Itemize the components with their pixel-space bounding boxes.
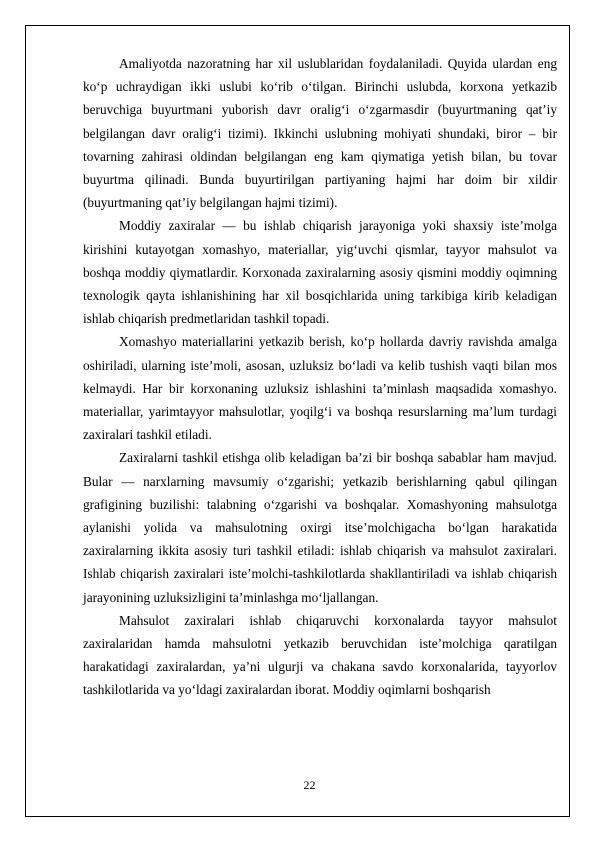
- page-number: 22: [303, 778, 316, 792]
- paragraph-reserve-causes: Zaxiralarni tashkil etishga olib keladigan ba’zi bir boshqa sabablar ham mavjud. Bular — narxlarning mavsumiy o‘zgarishi; yetkazib berishlarning qabul qilingan grafigining buzilishi: talabning o‘zgarishi va boshqalar. Xomashyoning mahsulotga aylanishi yolida va mahsulotning oxirgi itse’molchigacha bo‘lgan harakatida zaxiralarning ikkita asosiy turi tashkil etiladi: ishlab chiqarish va mahsulot zaxiralari. Ishlab chiqarish zaxiralari iste’molchi-tashkilotlarda shakllantiriladi va ishlab chiqarish jarayonining uzluksizligini ta’minlashga mo‘ljallangan.: [83, 450, 557, 605]
- paragraph-product-reserves: Mahsulot zaxiralari ishlab chiqaruvchi korxonalarda tayyor mahsulot zaxiralaridan hamda mahsulotni yetkazib beruvchidan iste’molchiga qaratilgan harakatidagi zaxiralardan, ya’ni ulgurji va chakana savdo korxonalarida, tayyorlov tashkilotlarida va yo‘ldagi zaxiralardan iborat. Moddiy oqimlarni boshqarish: [83, 612, 557, 698]
- paragraph-material-reserves-definition: Moddiy zaxiralar — bu ishlab chiqarish jarayoniga yoki shaxsiy iste’molga kirishini kutayotgan xomashyo, materiallar, yig‘uvchi qismlar, tayyor mahsulot va boshqa moddiy qiymatlardir. Korxonada zaxiralarning asosiy qismini moddiy oqimning texnologik qayta ishlanishining har xil bosqichlarida uning tarkibiga kirib keladigan ishlab chiqarish predmetlaridan tashkil topadi.: [83, 218, 557, 327]
- paragraph-raw-material-supply: Xomashyo materiallarini yetkazib berish, ko‘p hollarda davriy ravishda amalga oshiriladi, ularning iste’moli, asosan, uzluksiz bo‘ladi va kelib tushish vaqti bilan mos kelmaydi. Har bir korxonaning uzluksiz ishlashini ta’minlash maqsadida xomashyo. materiallar, yarimtayyor mahsulotlar, yoqilg‘i va boshqa resurslarning ma’lum turdagi zaxiralari tashkil etiladi.: [83, 334, 557, 443]
- body-text: [83, 52, 557, 702]
- paragraph-order-control-methods: Amaliyotda nazoratning har xil uslublaridan foydalaniladi. Quyida ulardan eng ko‘p uchraydigan ikki uslubi ko‘rib o‘tilgan. Birinchi uslubda, korxona yetkazib beruvchiga buyurtmani yuborish davr oralig‘i o‘zgarmasdir (buyurtmaning qat’iy belgilangan davr oralig‘i tizimi). Ikkinchi uslubning mohiyati shundaki, biror – bir tovarning zahirasi oldindan belgilangan eng kam qiymatiga yetish bilan, bu tovar buyurtma qilinadi. Bunda buyurtirilgan partiyaning hajmi har doim bir xildir (buyurtmaning qat’iy belgilangan hajmi tizimi).: [83, 56, 557, 211]
